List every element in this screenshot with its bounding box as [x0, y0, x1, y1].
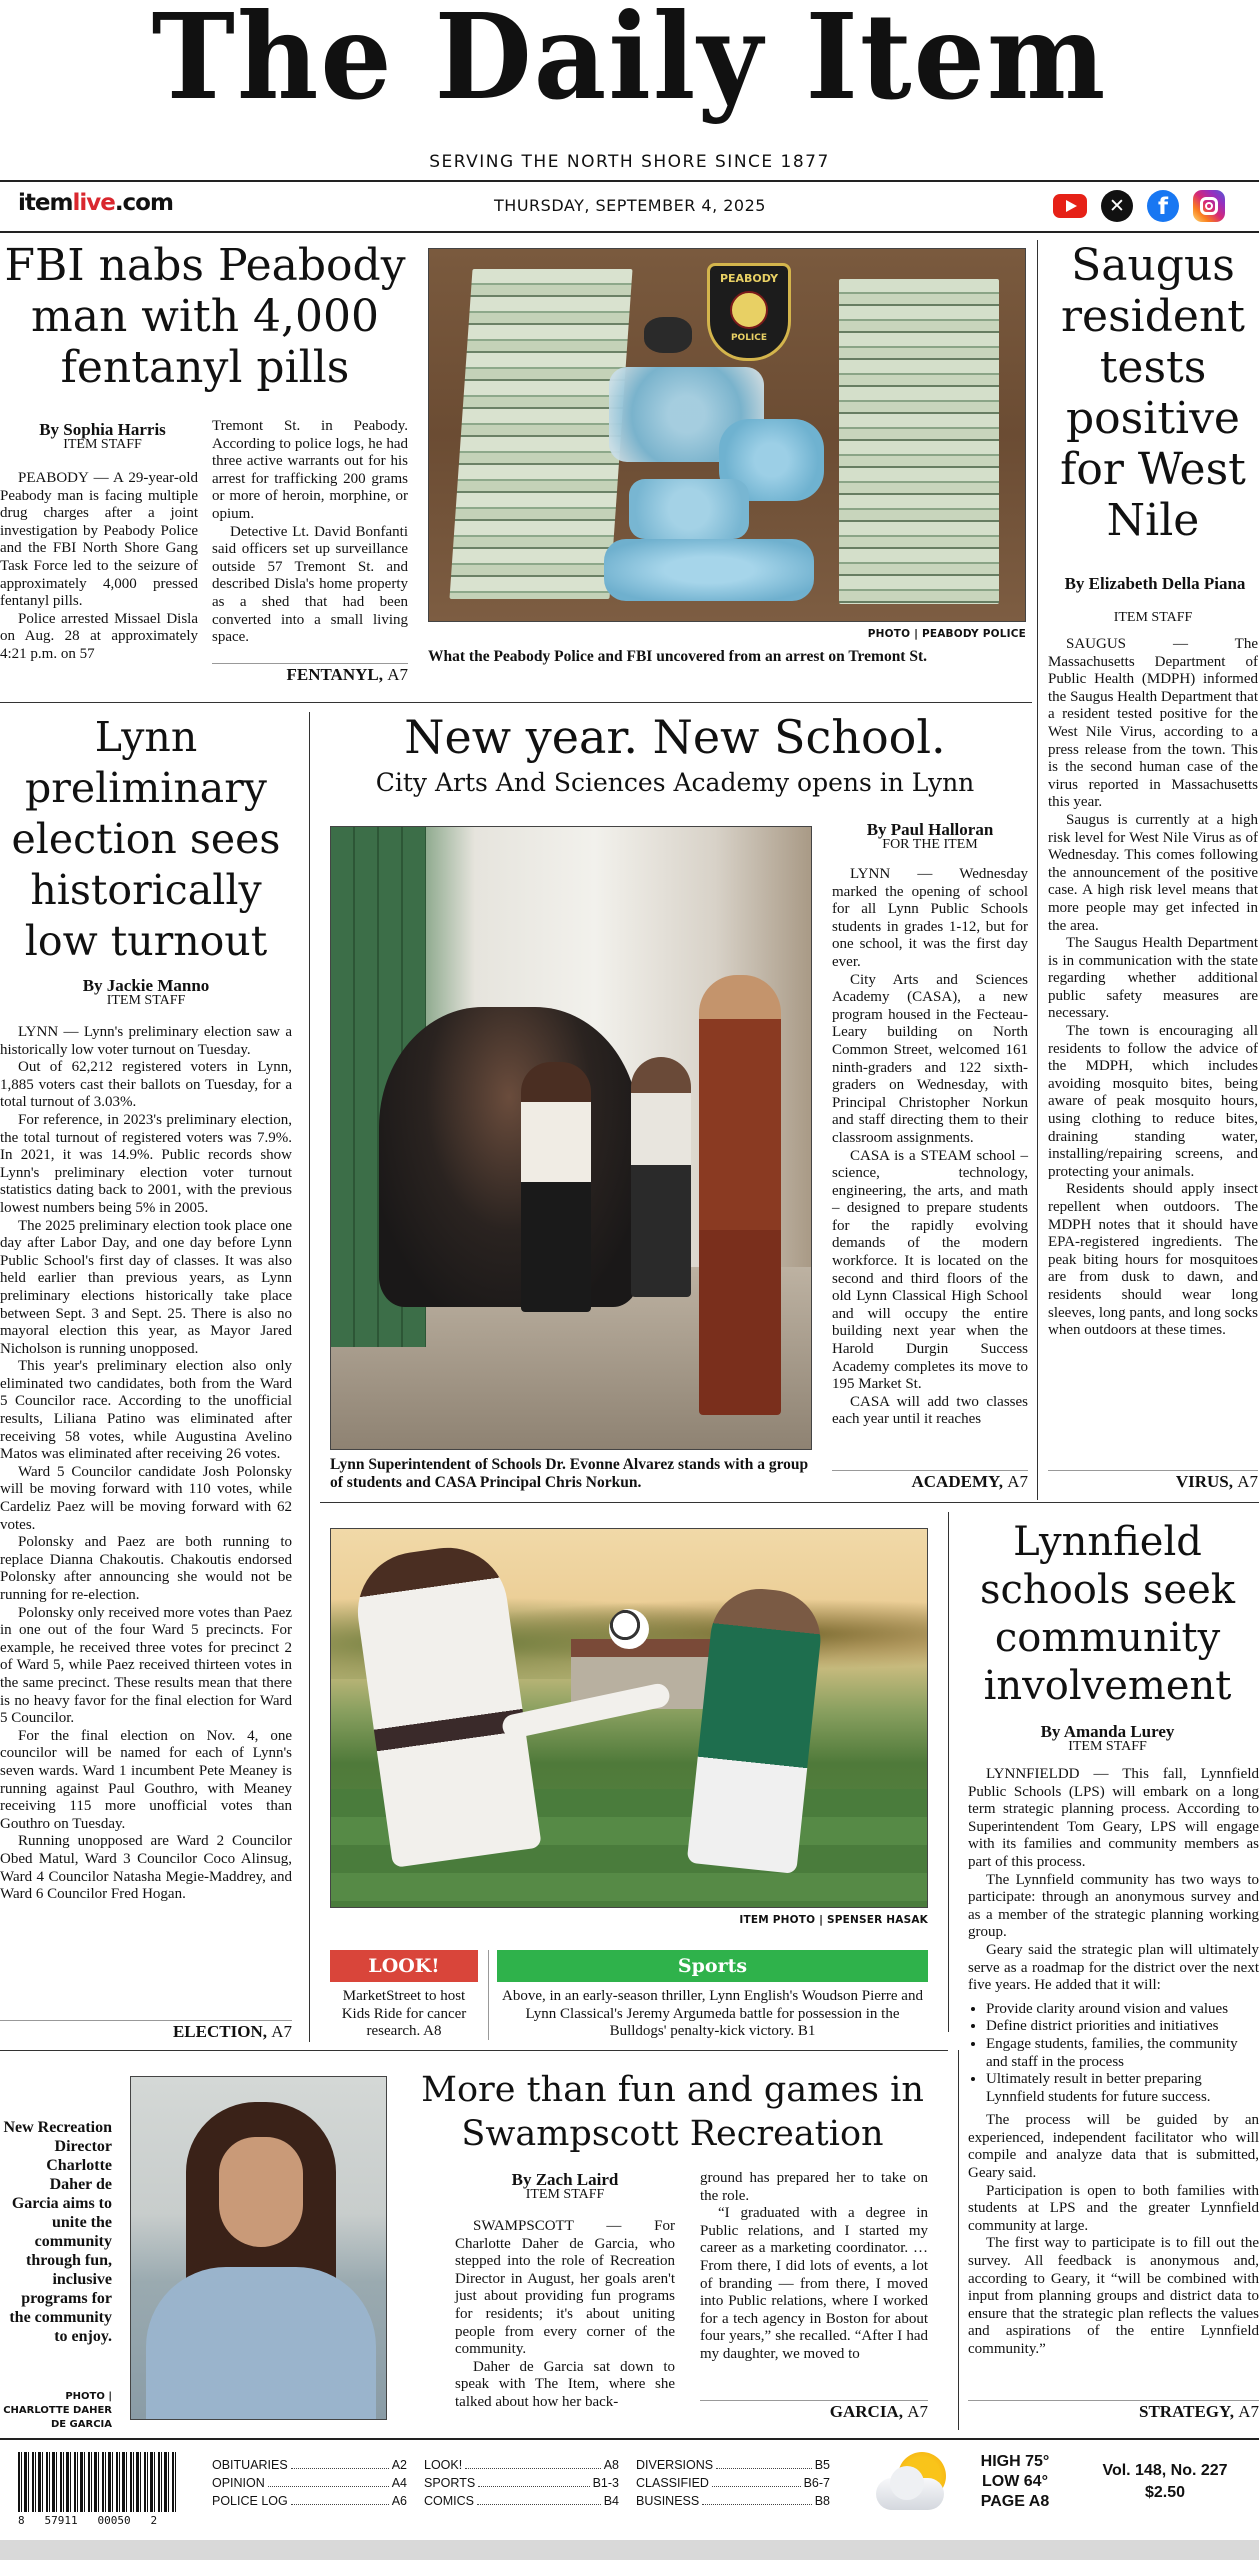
bullet-item: • Ultimately result in better preparing Lynnfield students for future success. [986, 2071, 1259, 2106]
soccer-photo-credit: ITEM PHOTO | SPENSER HASAK [739, 1914, 928, 1926]
weather-low: LOW 64° [982, 2473, 1048, 2490]
paragraph: The Lynnfield community has two ways to participate: through an anonymous survey and as a member of the strategic planning working group. [968, 1871, 1259, 1941]
jump-word: VIRUS, [1175, 1472, 1233, 1491]
lynnfield-jump[interactable] [968, 2400, 1259, 2422]
saugus-staff: ITEM STAFF [1113, 610, 1193, 625]
look-tag: LOOK! [330, 1950, 478, 1982]
paragraph: The 2025 preliminary election took place one day after Labor Day, and one day before Lynn Public School's first day of classes. It was also held earlier than previous years, as Lynn preliminary elections historically take place between Sept. 3 and Sept. 25. There is also no mayoral election this year, as Mayor Jared Nicholson is running unopposed. [0, 1217, 292, 1357]
pill-bag [604, 539, 814, 601]
pill-bag [629, 479, 749, 539]
paragraph: SAUGUS — The Massachusetts Department of Public Health (MDPH) informed the Saugus Health Department that a resident tested positive for the West Nile Virus, according to a press release from the town. This is the second human case of the virus reported in Massachusetts this year. [1048, 636, 1258, 811]
saugus-body [1048, 636, 1258, 1340]
lynnfield-headline[interactable]: Lynnfield schools seek community involvement [980, 1519, 1235, 1709]
paragraph: PEABODY — A 29-year-old Peabody man is facing multiple drug charges after a joint investigation by Peabody Police and the FBI North Shore Gang Task Force led to the seizure of approximately 4,000 pressed fentanyl pills. [0, 470, 198, 610]
site-mid: live [72, 190, 115, 216]
weather-text [972, 2452, 1058, 2512]
jump-page: A7 [387, 665, 408, 684]
swampscott-photo[interactable] [130, 2076, 387, 2420]
denim-jacket [146, 2267, 376, 2420]
casa-headline[interactable]: New year. New School. [404, 710, 946, 764]
saugus-jump[interactable] [1048, 1470, 1258, 1492]
casa-staff: FOR THE ITEM [882, 837, 978, 852]
paragraph: Ward 5 Councilor candidate Josh Polonsky will be moving forward with 110 votes, while Cardeliz Paez will be moving forward with 62 votes. [0, 1463, 292, 1533]
paragraph: Tremont St. in Peabody. According to police logs, he had three active warrants out for his arrest for trafficking 200 grams or more of heroin, morphine, or opium. [212, 418, 408, 522]
teacher [631, 1057, 691, 1297]
look-promo[interactable] [330, 1950, 478, 2041]
paragraph: For the final election on Nov. 4, one councilor will be named for each of Lynn's seven wards. Ward 1 incumbent Pete Meaney is running against Paul Gouthro, with Meaney receiving 115 more unofficial votes than Gouthro on Tuesday. [0, 1727, 292, 1832]
masthead [0, 0, 1259, 180]
sports-text: Above, in an early-season thriller, Lynn English's Woudson Pierre and Lynn Classical's Jeremy Argumeda battle for possession in the Bulldogs' penalty-kick victory. B1 [502, 1988, 923, 2040]
jump-word: GARCIA, [829, 2402, 903, 2421]
index-col-3 [636, 2456, 830, 2510]
fbi-byline: By Sophia Harris [39, 420, 166, 439]
jump-page: A7 [1007, 1472, 1028, 1491]
bullet-item: • Provide clarity around vision and values [986, 2001, 1259, 2019]
fbi-staff: ITEM STAFF [63, 437, 142, 452]
patch-seal [730, 291, 768, 329]
jump-page: A7 [271, 2022, 292, 2041]
swampscott-column-2 [700, 2170, 928, 2364]
index-item[interactable]: CLASSIFIED B6-7 [636, 2476, 830, 2490]
instagram-icon[interactable] [1193, 190, 1225, 222]
youtube-icon[interactable] [1053, 194, 1087, 218]
lynn-byline: By Jackie Manno [82, 976, 210, 995]
weather-high: HIGH 75° [980, 2453, 1050, 2470]
casa-jump[interactable] [832, 1470, 1028, 1492]
swampscott-teaser: New Recreation Director Charlotte Daher de Garcia aims to unite the community through fun, inclusive programs for the community to enjoy. [3, 2119, 112, 2345]
lynnfield-staff: ITEM STAFF [1068, 1739, 1147, 1754]
swampscott-headline[interactable]: More than fun and games in Swampscott Recreation [421, 2070, 924, 2154]
paragraph: Detective Lt. David Bonfanti said officers set up surveillance outside 57 Tremont St. and described Disla's home property as a shed that had been converted into a small living space. [212, 523, 408, 646]
paragraph: Residents should apply insect repellent when outdoors. The MDPH notes that it should have EPA-registered ingredients. The peak biting hours for mosquitoes are from dusk to dawn, and residents should wear long sleeves, long pants, and long socks when outdoors at these times. [1048, 1181, 1258, 1339]
lynn-headline[interactable]: Lynn preliminary election sees historically low turnout [11, 713, 281, 965]
site-link[interactable] [18, 190, 173, 216]
index-item[interactable]: LOOK! A8 [424, 2458, 619, 2472]
principal [699, 975, 781, 1415]
swampscott-column-1 [455, 2218, 675, 2412]
sports-promo[interactable] [497, 1950, 928, 2041]
partly-cloudy-icon [876, 2452, 958, 2514]
paragraph: LYNN — Lynn's preliminary election saw a historically low voter turnout on Tuesday. [0, 1024, 292, 1058]
fbi-column-1 [0, 470, 198, 664]
bullet-item: • Define district priorities and initiatives [986, 2018, 1259, 2036]
lynn-body [0, 1024, 292, 1904]
paragraph: Daher de Garcia sat down to speak with The Item, where she talked about how her back- [455, 2358, 675, 2410]
soccer-ball [609, 1609, 649, 1649]
index-col-1 [212, 2456, 407, 2510]
fbi-photo-credit: PHOTO | PEABODY POLICE [867, 628, 1026, 640]
patch-bottom: POLICE [730, 333, 768, 343]
index-item[interactable]: SPORTS B1-3 [424, 2476, 619, 2490]
paragraph: Running unopposed are Ward 2 Councilor Obed Matul, Ward 3 Councilor Coco Alinsug, Ward 4 Councilor Natasha Megie-Maddrey, and Ward 6 Councilor Fred Hogan. [0, 1833, 292, 1903]
paragraph: Polonsky and Paez are both running to replace Dianna Chakoutis. Chakoutis endorsed Polonsky after announcing she would not be running for re-election. [0, 1534, 292, 1603]
index-item[interactable]: BUSINESS B8 [636, 2494, 830, 2508]
swampscott-staff: ITEM STAFF [525, 2187, 605, 2202]
swampscott-byline: By Zach Laird [511, 2170, 619, 2189]
paragraph: Participation is open to both families with students at LPS and the greater Lynnfield community at large. [968, 2182, 1259, 2234]
superintendent [521, 1062, 591, 1312]
jump-page: A7 [1238, 2402, 1259, 2421]
jump-word: STRATEGY, [1139, 2402, 1234, 2421]
volume-info [1080, 2462, 1250, 2502]
students-group [379, 1007, 639, 1307]
issue-date: THURSDAY, SEPTEMBER 4, 2025 [494, 196, 766, 215]
paragraph: SWAMPSCOTT — For Charlotte Daher de Garcia, who stepped into the role of Recreation Director in August, her goals aren't just about providing fun programs for residents; it's about uniting people from every corner of the community. [455, 2218, 675, 2358]
paragraph: City Arts and Sciences Academy (CASA), a new program housed in the Fecteau-Leary building on North Common Street, welcomed 161 ninth-graders and 122 sixth-graders on Wednesday, with Principal Christopher Norkun and staff directing them to their classroom assignments. [832, 971, 1028, 1146]
paragraph: Polonsky only received more votes than Paez in one out of the four Ward 5 precincts. For example, he received three votes for precinct 2 of Ward 5, while Paez received thirteen votes in the same precinct. These results mean that there is no heavy favor for the final election for Ward 5 Councilor. [0, 1604, 292, 1727]
paragraph: The town is encouraging all residents to follow the advice of the MDPH, which includes avoiding mosquito bites, being aware of peak mosquito hours, using clothing to reduce bites, draining standing water, installing/repairing screens, and protecting your animals. [1048, 1023, 1258, 1180]
lynn-jump[interactable] [0, 2020, 292, 2042]
paragraph: CASA is a STEAM school – science, technology, engineering, the arts, and math – designed to prepare students for the rapidly evolving demands of the modern workforce. It is located on the second and third floors of the old Lynn Classical High School and will occupy the entire building next year when the Harold Durgin Success Academy completes its move to 195 Market St. [832, 1147, 1028, 1393]
price: $2.50 [1144, 2484, 1186, 2501]
social-icons [1053, 190, 1243, 222]
paragraph: Saugus is currently at a high risk level for West Nile Virus as of Wednesday. This comes following the announcement of the positive case. A high risk level means that more people may get infected in the area. [1048, 811, 1258, 934]
fbi-jump[interactable] [212, 663, 408, 685]
volume-number: Vol. 148, No. 227 [1102, 2462, 1228, 2479]
casa-body [832, 866, 1028, 1429]
face [219, 2137, 303, 2247]
saugus-headline[interactable]: Saugus resident tests positive for West Nile [1060, 240, 1246, 546]
fbi-caption: What the Peabody Police and FBI uncovered from an arrest on Tremont St. [428, 648, 928, 665]
patch-top: PEABODY [719, 272, 779, 285]
weather-page: PAGE A8 [980, 2493, 1050, 2510]
paragraph: This year's preliminary election also only eliminated two candidates, both from the Ward 5 Councilor race. According to the unofficial results, Liliana Patino was eliminated after receiving 58 votes, while Augustina Avelino Matos was eliminated after receiving 26 votes. [0, 1358, 292, 1463]
jump-word: FENTANYL, [286, 665, 383, 684]
soccer-photo[interactable] [330, 1528, 928, 1908]
jump-page: A7 [1237, 1472, 1258, 1491]
lynnfield-bullets [986, 2001, 1259, 2107]
index-col-2 [424, 2456, 619, 2510]
fbi-evidence-photo[interactable] [428, 248, 1026, 622]
x-icon[interactable]: ✕ [1101, 190, 1133, 222]
paragraph: Police arrested Missael Disla on Aug. 28 at approximately 4:21 p.m. on 57 [0, 610, 198, 662]
paragraph: The Saugus Health Department is in communication with the state regarding whether additional public safety measures are necessary. [1048, 935, 1258, 1022]
masthead-tagline: SERVING THE NORTH SHORE SINCE 1877 [429, 152, 830, 172]
masthead-title: The Daily Item [151, 0, 1108, 127]
fbi-headline[interactable]: FBI nabs Peabody man with 4,000 fentanyl pills [4, 240, 406, 393]
barcode [18, 2452, 178, 2512]
casa-byline: By Paul Halloran [866, 820, 994, 839]
index-item[interactable]: OBITUARIES A2 [212, 2458, 407, 2472]
jump-word: ELECTION, [172, 2022, 267, 2041]
jump-page: A7 [907, 2402, 928, 2421]
facebook-icon[interactable]: f [1147, 190, 1179, 222]
site-prefix: item [18, 190, 73, 216]
lynnfield-byline: By Amanda Lurey [1040, 1722, 1175, 1741]
bullet-item: • Engage students, families, the community and staff in the process [986, 2036, 1259, 2071]
cash-stack-right [839, 279, 999, 604]
site-suffix: .com [114, 190, 173, 216]
police-badge [644, 317, 692, 353]
police-patch [707, 263, 791, 361]
paragraph: The first way to participate is to fill out the survey. All feedback is anonymous and, according to Geary, it “will be combined with input from planning groups and district data to ensure that the strategic plan reflects the values and aspirations of the entire Lynnfield community.” [968, 2235, 1259, 2357]
saugus-byline: By Elizabeth Della Piana [1064, 574, 1246, 593]
paragraph: Geary said the strategic plan will ultimately serve as a roadmap for the district over the next five years. He added that it will: [968, 1941, 1259, 1994]
index-item[interactable]: DIVERSIONS B5 [636, 2458, 830, 2472]
paragraph: Out of 62,212 registered voters in Lynn, 1,885 voters cast their ballots on Tuesday, for a total turnout of 3.03%. [0, 1059, 292, 1111]
index-item[interactable]: POLICE LOG A6 [212, 2494, 407, 2508]
paragraph: For reference, in 2023's preliminary election, the total turnout of registered voters was 7.9%. In 2021, it was 14.9%. Public records show Lynn's preliminary election voter turnout statistics dating back to 2001, with the previous lowest numbers being 5% in 2005. [0, 1111, 292, 1216]
barcode-digits: 8 57911 00050 2 [18, 2514, 158, 2527]
index-item[interactable]: OPINION A4 [212, 2476, 407, 2490]
swampscott-jump[interactable] [700, 2400, 928, 2422]
cash-stack-left [449, 269, 632, 599]
paragraph: LYNN — Wednesday marked the opening of school for all Lynn Public Schools students in grades 1-12, but for one school, it was the first day ever. [832, 866, 1028, 970]
index-item[interactable]: COMICS B4 [424, 2494, 619, 2508]
swampscott-photo-credit: PHOTO | CHARLOTTE DAHER DE GARCIA [3, 2391, 112, 2430]
casa-caption: Lynn Superintendent of Schools Dr. Evonne Alvarez stands with a group of students and CASA Principal Chris Norkun. [330, 1456, 809, 1491]
casa-subhead: City Arts And Sciences Academy opens in Lynn [375, 768, 975, 797]
paragraph: “I graduated with a degree in Public relations, and I started my career as a marketing coordinator. … From there, I did lots of events, a lot of branding — from there, I moved into Public relations, where I worked for a tech agency in Boston for about four years,” she recalled. “After I had my daughter, we moved to [700, 2205, 928, 2362]
lynn-staff: ITEM STAFF [106, 993, 186, 1008]
casa-photo[interactable] [330, 826, 812, 1450]
paragraph: ground has prepared her to take on the role. [700, 2170, 928, 2204]
paragraph: LYNNFIELDD — This fall, Lynnfield Public Schools (LPS) will embark on a long term strategic planning process. According to Superintendent Tom Geary, LPS will engage with its families and community members as part of this process. [968, 1766, 1259, 1870]
lynnfield-body [968, 1766, 1259, 2359]
jump-word: ACADEMY, [911, 1472, 1003, 1491]
paragraph: The process will be guided by an experienced, independent facilitator who will compile and analyze data that is submitted, Geary said. [968, 2112, 1259, 2182]
look-text: MarketStreet to host Kids Ride for cancer research. A8 [341, 1988, 467, 2040]
sports-tag: Sports [497, 1950, 928, 1982]
paragraph: CASA will add two classes each year until it reaches [832, 1393, 1028, 1428]
fbi-column-2 [212, 418, 408, 647]
